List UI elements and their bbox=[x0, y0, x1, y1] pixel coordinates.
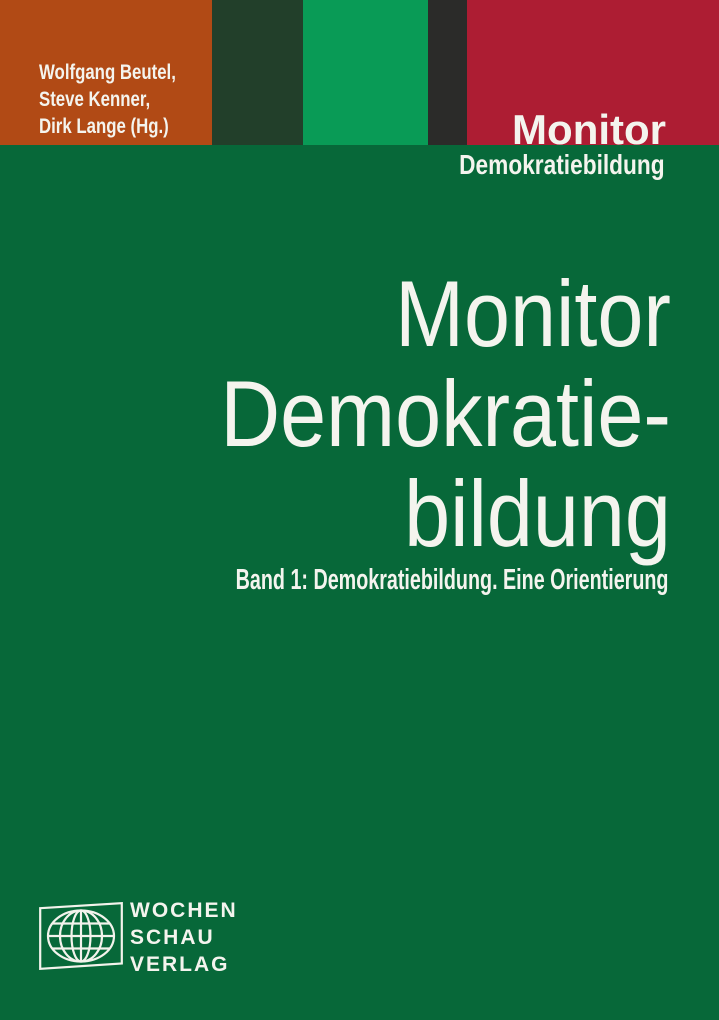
publisher-name bbox=[130, 897, 238, 978]
bright-green-block bbox=[303, 0, 428, 145]
book-title-line: bildung bbox=[404, 461, 671, 566]
publisher-name-line: WOCHEN bbox=[130, 899, 238, 922]
dark-green-block bbox=[212, 0, 303, 145]
author-name: Dirk Lange (Hg.) bbox=[39, 115, 169, 138]
book-title-line: Demokratie- bbox=[220, 361, 671, 466]
publisher-name-line: VERLAG bbox=[130, 953, 230, 976]
author-name: Steve Kenner, bbox=[39, 88, 151, 111]
book-title bbox=[220, 261, 671, 566]
series-subtitle: Demokratiebildung bbox=[459, 149, 665, 180]
black-block bbox=[428, 0, 467, 145]
book-title-line: Monitor bbox=[395, 261, 671, 366]
series-title: Monitor bbox=[512, 106, 666, 153]
book-subtitle: Band 1: Demokratiebildung. Eine Orientierung bbox=[235, 564, 668, 596]
authors-block bbox=[39, 59, 176, 140]
author-name: Wolfgang Beutel, bbox=[39, 61, 176, 84]
publisher-name-line: SCHAU bbox=[130, 926, 215, 949]
globe-flag-icon bbox=[39, 902, 123, 970]
